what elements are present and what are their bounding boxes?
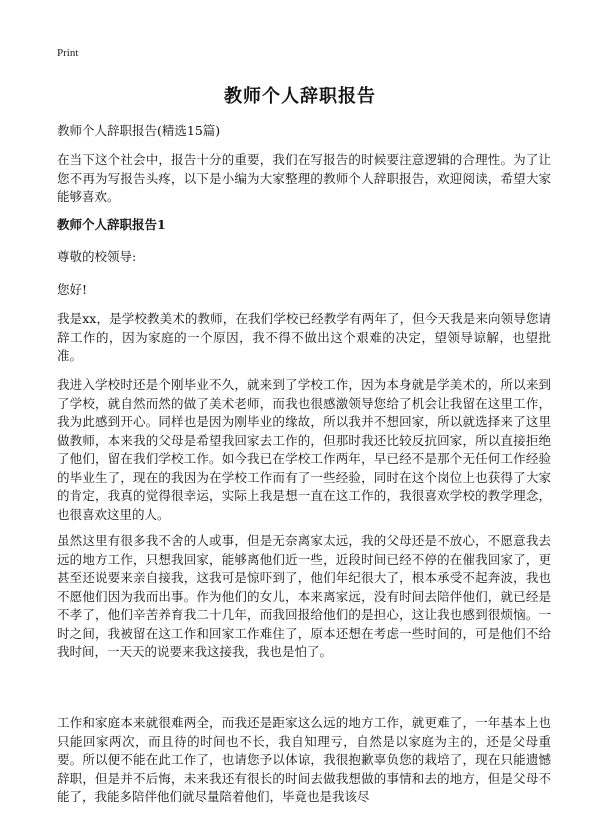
intro-paragraph: 在当下这个社会中，报告十分的重要，我们在写报告的时候要注意逻辑的合理性。为了让您不再为写报告头疼，以下是小编为大家整理的教师个人辞职报告，欢迎阅读，希望大家能够喜欢。 <box>57 152 551 204</box>
document-subtitle: 教师个人辞职报告(精选15篇) <box>57 123 221 138</box>
body-paragraph: 虽然这里有很多我不舍的人或事，但是无奈离家太远，我的父母还是不放心，不愿意我去远的地方工作，只想我回家，能够离他们近一些，近段时间已经不停的在催我回家了，更甚至还说要来亲自接我，这我可是惊吓到了，他们年纪很大了，根本承受不起奔波，我也不愿他们因为我而出事。作为他们的女儿，本来离家远，没有时间去陪伴他们，就已经是不孝了，他们辛苦养育我二十几年，而我回报给他们的是担心，这让我也感到很烦恼。一时之间，我被留在这工作和回家工作难住了，原本还想在考虑一些时间的，可是他们不给我时间，一天天的说要来我这接我，我也是怕了。 <box>57 533 551 659</box>
body-paragraph: 我是xx，是学校教美术的教师，在我们学校已经教学有两年了，但今天我是来向领导您请辞工作的，因为家庭的一个原因，我不得不做出这个艰难的决定，望领导谅解，也望批准。 <box>57 311 551 363</box>
body-paragraph: 我进入学校时还是个刚毕业不久，就来到了学校工作，因为本身就是学美术的，所以来到了学校，就自然而然的做了美术老师，而我也很感激领导您给了机会让我留在这里工作，我为此感到开心。同样也是因为刚毕业的缘故，所以我并不想回家，所以就选择来了这里做教师，本来我的父母是希望我回家去工作的，但那时我还比较反抗回家，所以直接拒绝了他们，留在我们学校工作。如今我已在学校工作两年，早已经不是那个无任何工作经验的毕业生了，现在的我因为在学校工作而有了一些经验，同时在这个岗位上也获得了大家的肯定，我真的觉得很幸运，实际上我是想一直在这工作的，我很喜欢学校的教学理念，也很喜欢这里的人。 <box>57 377 551 522</box>
document-title: 教师个人辞职报告 <box>224 86 376 107</box>
print-label: Print <box>57 47 79 59</box>
section-heading: 教师个人辞职报告1 <box>57 217 166 232</box>
greeting: 您好! <box>57 282 88 297</box>
salutation: 尊敬的校领导: <box>57 249 137 264</box>
body-paragraph: 工作和家庭本来就很难两全，而我还是距家这么远的地方工作，就更难了，一年基本上也只能回家两次，而且待的时间也不长，我自知理亏，自然是以家庭为主的，还是父母重要。所以便不能在此工作了，也请您予以体谅，我很抱歉辜负您的栽培了，现在只能遗憾辞职，但是并不后悔，未来我还有很长的时间去做我想做的事情和去的地方，但是父母不能了，我能多陪伴他们就尽量陪着他们，毕竟也是我该尽 <box>57 715 551 804</box>
